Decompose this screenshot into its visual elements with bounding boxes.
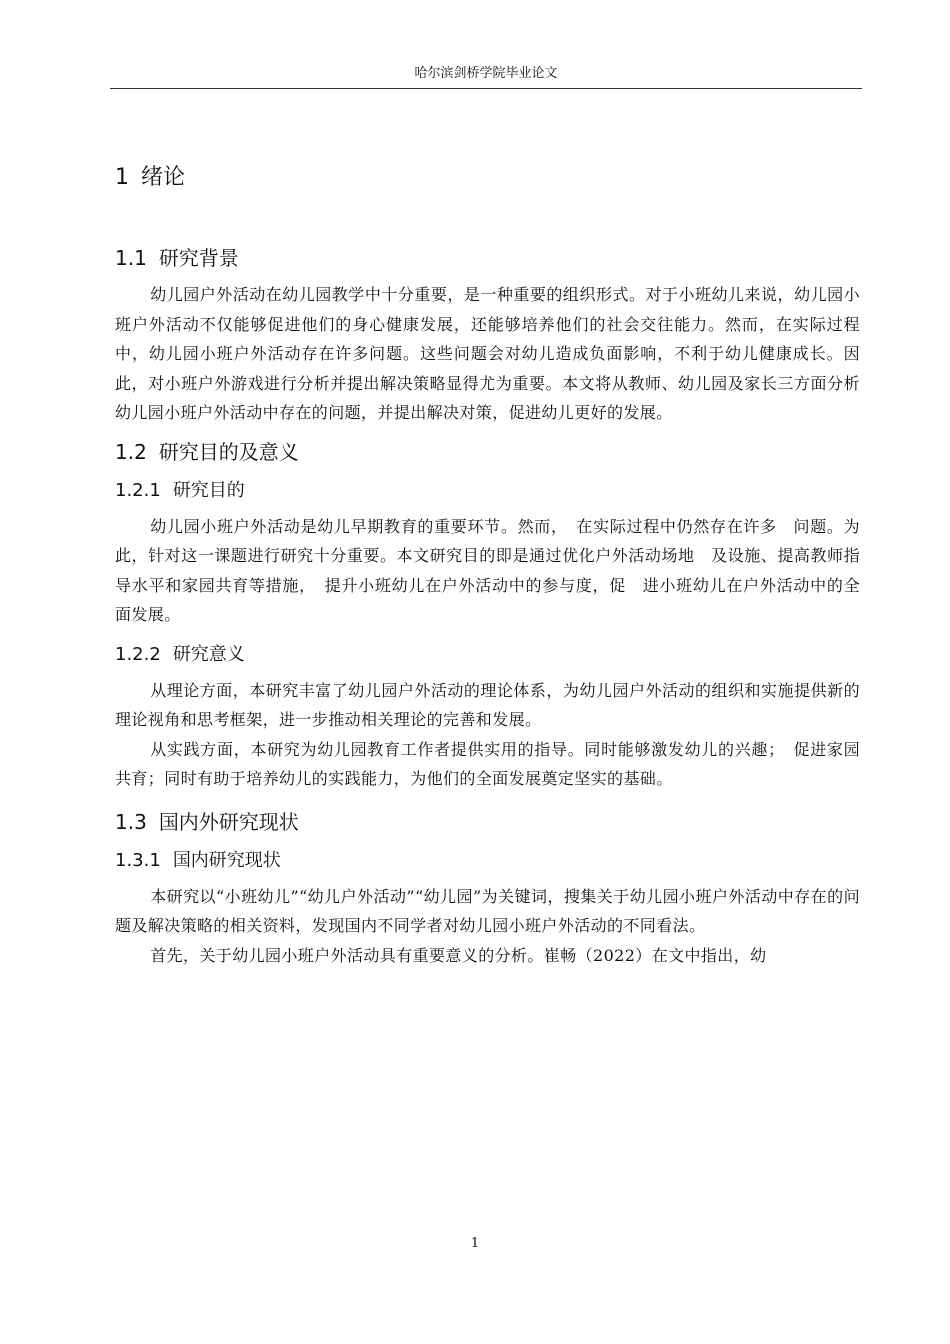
chapter-title: 绪论 — [141, 165, 186, 190]
paragraph-significance-theory: 从理论方面，本研究丰富了幼儿园户外活动的理论体系，为幼儿园户外活动的组织和实施提供新的理论视角和思考框架，进一步推动相关理论的完善和发展。 — [115, 680, 860, 729]
header-title: 哈尔滨剑桥学院毕业论文 — [414, 66, 558, 81]
section-heading-status — [115, 804, 860, 840]
subsection-number: 1.2.1 — [115, 479, 161, 501]
section-number: 1.3 — [115, 809, 147, 834]
paragraph-significance-practice: 从实践方面，本研究为幼儿园教育工作者提供实用的指导。同时能够激发幼儿的兴趣； 促进家园共育；同时有助于培养幼儿的实践能力，为他们的全面发展奠定坚实的基础。 — [115, 739, 860, 788]
subsection-heading-significance — [115, 638, 860, 672]
subsection-heading-domestic — [115, 844, 860, 878]
paragraph-domestic-first: 首先，关于幼儿园小班户外活动具有重要意义的分析。崔畅（2022）在文中指出，幼 — [150, 945, 767, 965]
section-title: 研究背景 — [158, 246, 239, 270]
section-title: 研究目的及意义 — [158, 439, 299, 464]
section-number: 1.2 — [115, 439, 147, 464]
chapter-number: 1 — [115, 165, 129, 190]
section-heading-background — [115, 240, 860, 276]
subsection-title: 国内研究现状 — [172, 849, 281, 871]
subsection-number: 1.2.2 — [115, 643, 161, 665]
subsection-number: 1.3.1 — [115, 849, 161, 871]
subsection-title: 研究意义 — [172, 643, 245, 665]
paragraph-domestic-keywords: 本研究以“小班幼儿”“幼儿户外活动”“幼儿园”为关键词，搜集关于幼儿园小班户外活动中存在的问题及解决策略的相关资料，发现国内不同学者对幼儿园小班户外活动的不同看法。 — [115, 886, 860, 935]
paragraph-goal: 幼儿园小班户外活动是幼儿早期教育的重要环节。然而， 在实际过程中仍然存在许多 问题。为此，针对这一课题进行研究十分重要。本文研究目的即是通过优化户外活动场地 及设施、提高教师指导水平和家园共育等措施， 提升小班幼儿在户外活动中的参与度，促 进小班幼儿在户外活动中的全面发展。 — [115, 516, 860, 624]
chapter-heading — [115, 158, 860, 198]
document-body — [115, 158, 860, 970]
section-title: 国内外研究现状 — [158, 809, 299, 834]
page-header — [110, 66, 862, 89]
section-number: 1.1 — [115, 246, 147, 270]
section-heading-purpose — [115, 434, 860, 470]
paragraph-background: 幼儿园户外活动在幼儿园教学中十分重要，是一种重要的组织形式。对于小班幼儿来说，幼儿园小班户外活动不仅能够促进他们的身心健康发展，还能够培养他们的社会交往能力。然而，在实际过程中，幼儿园小班户外活动存在许多问题。这些问题会对幼儿造成负面影响，不利于幼儿健康成长。因此，对小班户外游戏进行分析并提出解决策略显得尤为重要。本文将从教师、幼儿园及家长三方面分析幼儿园小班户外活动中存在的问题，并提出解决对策，促进幼儿更好的发展。 — [115, 285, 860, 422]
subsection-title: 研究目的 — [172, 479, 245, 501]
page-number: 1 — [470, 1236, 480, 1251]
subsection-heading-goal — [115, 474, 860, 508]
